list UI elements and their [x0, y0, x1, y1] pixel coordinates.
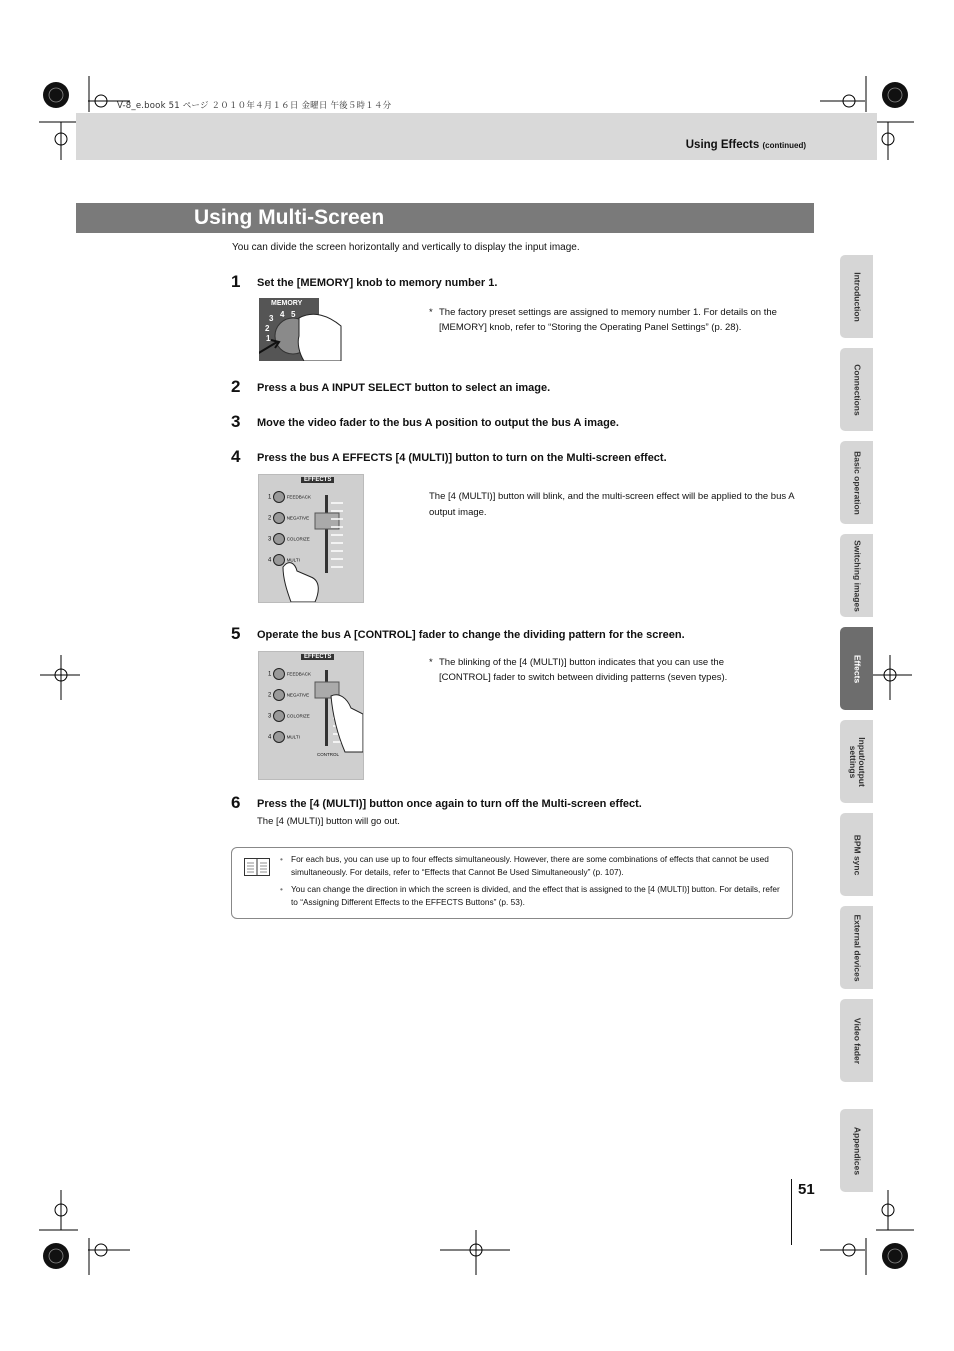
note-asterisk: * [429, 657, 433, 668]
effect-label: NEGATIVE [286, 515, 310, 521]
memory-label: MEMORY [271, 300, 303, 307]
control-label: CONTROL [317, 752, 340, 757]
step-note: The [4 (MULTI)] button will go out. [257, 816, 400, 827]
effects-title: EFFECTS [301, 654, 334, 660]
running-head [686, 139, 806, 151]
side-tab-label: Effects [852, 654, 862, 683]
effect-label: FEEDBACK [286, 671, 311, 677]
memo-item [280, 853, 780, 879]
side-tab-introduction[interactable] [840, 255, 873, 338]
step-number: 1 [231, 272, 241, 291]
side-tab-label: Video fader [852, 1017, 862, 1064]
book-icon [244, 858, 270, 876]
page-number-rule [791, 1179, 792, 1245]
control-fader-hand-figure [259, 652, 363, 779]
effects-title: EFFECTS [301, 477, 334, 483]
effect-number: 3 [268, 536, 272, 543]
header-band [76, 113, 877, 160]
effect-label: NEGATIVE [286, 692, 310, 698]
memory-knob-illustration [259, 298, 345, 361]
section-title-bar [76, 203, 814, 233]
step-number: 2 [231, 377, 241, 396]
side-tab-basic-operation[interactable] [840, 441, 873, 524]
step-number: 5 [231, 624, 241, 643]
step-text: Operate the bus A [CONTROL] fader to change the dividing pattern for the screen. [257, 629, 685, 641]
memory-digit: 1 [266, 334, 271, 343]
step-note [429, 305, 797, 335]
memo-item [280, 883, 780, 909]
side-tab-bpm-sync[interactable] [840, 813, 873, 896]
side-tab-label: Input/output settings [847, 736, 867, 787]
memo-bullet: • [280, 884, 283, 894]
control-fader-figure [259, 475, 363, 602]
step-text: Press the [4 (MULTI)] button once again to turn off the Multi-screen effect. [257, 798, 642, 810]
memory-digit: 3 [269, 314, 274, 323]
effect-number: 1 [268, 671, 272, 678]
step-number: 3 [231, 412, 241, 431]
memo-bullet: • [280, 854, 283, 864]
print-mark: V-8_e.book 51 ページ ２０１０年４月１６日 金曜日 午後５時１４分 [117, 101, 392, 111]
section-title: Using Multi-Screen [194, 206, 385, 229]
side-tab-external-devices[interactable] [840, 906, 873, 989]
side-tab-input-output-settings[interactable] [840, 720, 873, 803]
control-fader-illustration [258, 651, 364, 780]
note-asterisk: * [429, 307, 433, 318]
memory-digit: 5 [291, 310, 296, 319]
effect-number: 1 [268, 494, 272, 501]
step-text: Move the video fader to the bus A position to output the bus A image. [257, 417, 619, 429]
running-head-title: Using Effects [685, 139, 760, 151]
side-tab-label: Introduction [852, 271, 862, 322]
side-tab-switching-images[interactable] [840, 534, 873, 617]
note-text: The blinking of the [4 (MULTI)] button indicates that you can use the [CONTROL] fader to switch between dividing patterns (seven types). [439, 657, 728, 683]
effect-label: COLORIZE [286, 713, 310, 719]
side-tab-effects[interactable] [840, 627, 873, 710]
intro-text: You can divide the screen horizontally and vertically to display the input image. [232, 242, 580, 253]
side-tab-label: Appendices [852, 1126, 862, 1175]
step-text: Press the bus A EFFECTS [4 (MULTI)] button to turn on the Multi-screen effect. [257, 452, 667, 464]
effect-label: MULTI [286, 557, 300, 563]
side-tab-video-fader[interactable] [840, 999, 873, 1082]
effect-number: 4 [268, 734, 272, 741]
step-note [429, 655, 769, 685]
effect-number: 2 [268, 692, 272, 699]
step-text: Press a bus A INPUT SELECT button to select an image. [257, 382, 551, 394]
memory-digit: 4 [280, 310, 285, 319]
side-tab-label: Connections [852, 363, 862, 416]
running-head-suffix: (continued) [762, 141, 806, 150]
effects-panel-illustration [258, 474, 364, 603]
side-tab-label: BPM sync [852, 834, 862, 875]
effect-number: 3 [268, 713, 272, 720]
side-tab-label: External devices [852, 913, 862, 982]
effect-label: MULTI [286, 734, 300, 740]
step-note: The [4 (MULTI)] button will blink, and the multi-screen effect will be applied to the bus A output image. [429, 491, 795, 518]
step-number: 4 [231, 447, 241, 466]
side-tab-appendices[interactable] [840, 1109, 873, 1192]
memory-knob-figure [259, 298, 345, 361]
memo-text: You can change the direction in which the screen is divided, and the effect that is assigned to the [4 (MULTI)] button. For details, refer to “Assigning Different Effects to the EFFECTS Buttons” (p. 53). [291, 884, 780, 907]
side-tab-label: Switching images [852, 539, 862, 612]
note-text: The factory preset settings are assigned to memory number 1. For details on the [MEMORY] knob, refer to “Storing the Operating Panel Settings” (p. 28). [439, 307, 777, 333]
step-text: Set the [MEMORY] knob to memory number 1. [257, 277, 498, 289]
side-tab-connections[interactable] [840, 348, 873, 431]
effect-number: 4 [268, 557, 272, 564]
step-number: 6 [231, 793, 241, 812]
effect-number: 2 [268, 515, 272, 522]
effect-label: FEEDBACK [286, 494, 311, 500]
memo-text: For each bus, you can use up to four effects simultaneously. However, there are some combinations of effects that cannot be used simultaneously. For details, refer to “Effects that Cannot Be Used Simultaneously” (p. 107). [291, 854, 769, 877]
page-number: 51 [798, 1181, 815, 1198]
effect-label: COLORIZE [286, 536, 310, 542]
memory-digit: 2 [265, 324, 270, 333]
side-tab-label: Basic operation [852, 450, 862, 515]
